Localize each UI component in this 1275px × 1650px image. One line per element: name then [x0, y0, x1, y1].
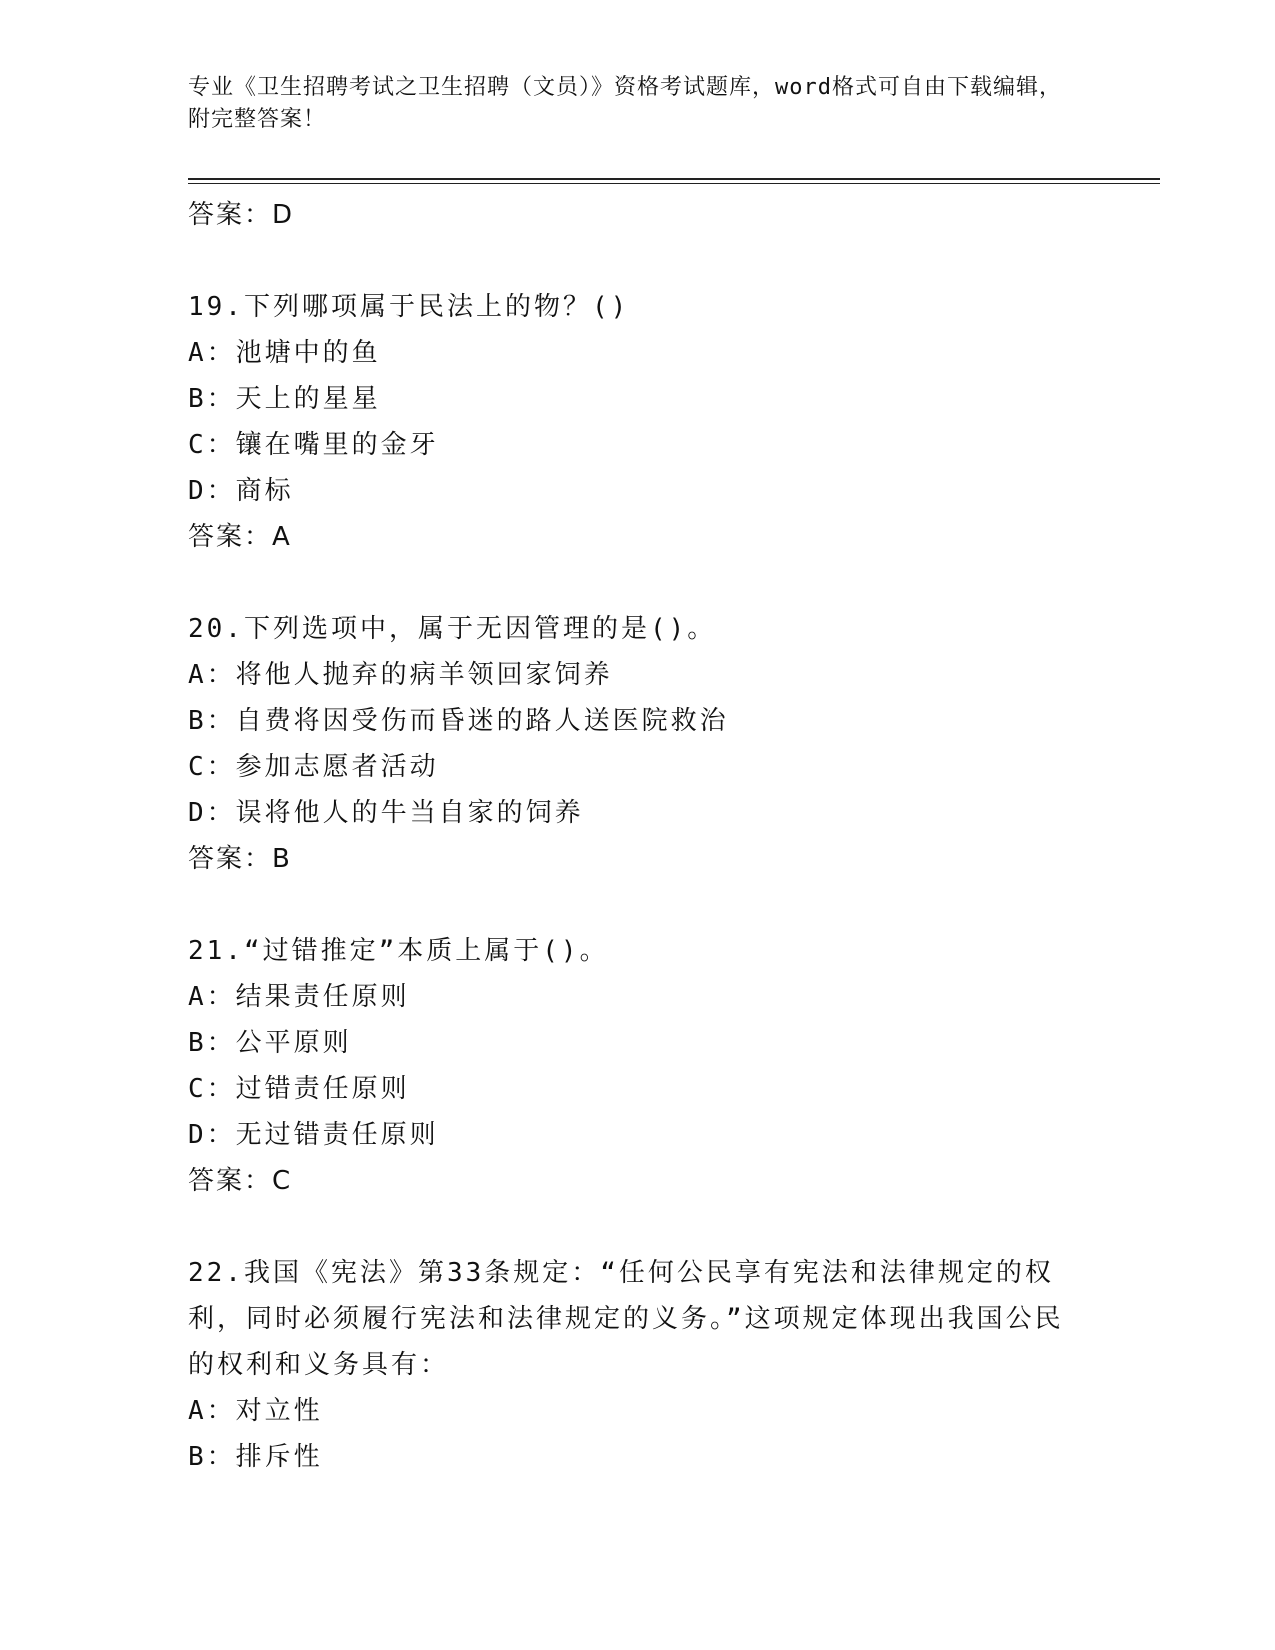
document-header [188, 72, 1068, 136]
answer-label: 答案：A [188, 522, 292, 552]
header-divider [188, 178, 1160, 184]
option-d: D：误将他人的牛当自家的饲养 [188, 798, 584, 828]
option-d: D：无过错责任原则 [188, 1120, 439, 1150]
question-20 [188, 606, 1068, 882]
answer-label: 答案：D [188, 200, 295, 230]
option-c: C：镶在嘴里的金牙 [188, 430, 439, 460]
question-19 [188, 284, 1068, 560]
answer-label: 答案：C [188, 1166, 293, 1196]
option-b: B：自费将因受伤而昏迷的路人送医院救治 [188, 706, 729, 736]
option-c: C：参加志愿者活动 [188, 752, 439, 782]
question-list [188, 192, 1068, 1480]
answer-label: 答案：B [188, 844, 292, 874]
option-b: B：排斥性 [188, 1442, 323, 1472]
option-a: A：将他人抛弃的病羊领回家饲养 [188, 660, 613, 690]
question-21 [188, 928, 1068, 1204]
option-b: B：天上的星星 [188, 384, 381, 414]
question-stem: 19.下列哪项属于民法上的物？() [188, 292, 630, 322]
header-text: 专业《卫生招聘考试之卫生招聘（文员）》资格考试题库，word格式可自由下载编辑，附完整答案！ [188, 75, 1062, 132]
option-a: A：池塘中的鱼 [188, 338, 381, 368]
option-a: A：结果责任原则 [188, 982, 410, 1012]
question-stem: 21.“过错推定”本质上属于()。 [188, 936, 609, 966]
question-22 [188, 1250, 1068, 1480]
question-stem: 22.我国《宪法》第33条规定：“任何公民享有宪法和法律规定的权利，同时必须履行宪法和法律规定的义务。”这项规定体现出我国公民的权利和义务具有： [188, 1258, 1064, 1380]
option-c: C：过错责任原则 [188, 1074, 410, 1104]
option-d: D：商标 [188, 476, 294, 506]
question-stem: 20.下列选项中，属于无因管理的是()。 [188, 614, 717, 644]
option-b: B：公平原则 [188, 1028, 352, 1058]
option-a: A：对立性 [188, 1396, 323, 1426]
